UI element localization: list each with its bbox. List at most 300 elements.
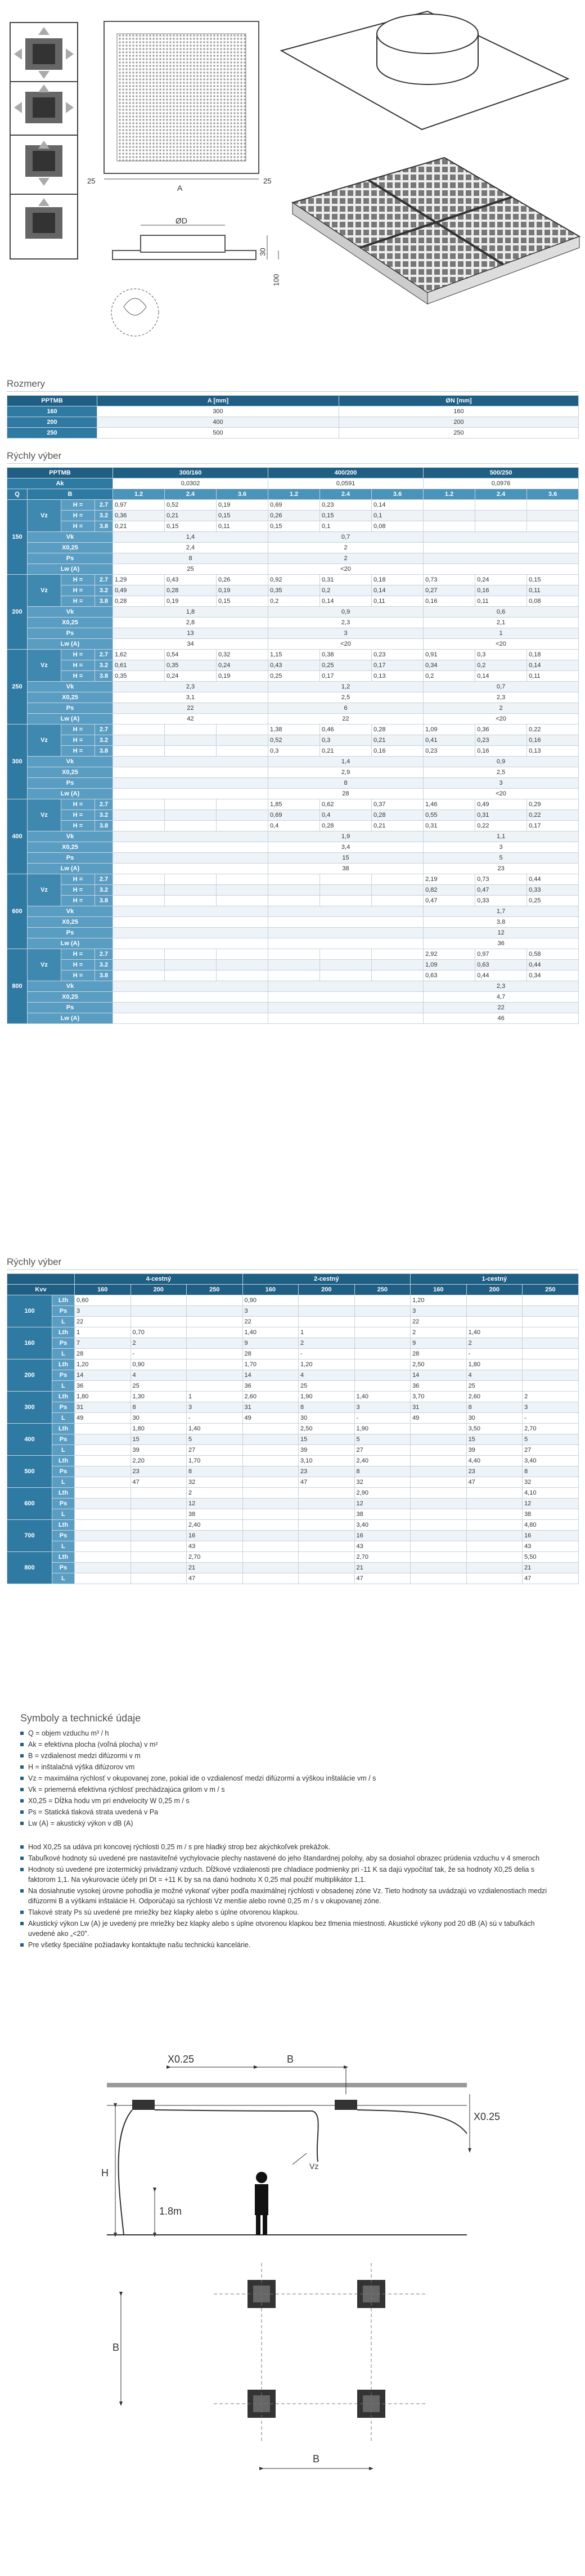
table-cell: [75, 1520, 131, 1531]
table-cell: 16: [354, 1531, 411, 1541]
table-cell: [523, 1327, 579, 1338]
ak-value: 0,0591: [268, 478, 424, 489]
table-cell: 1,1: [424, 831, 579, 842]
table-cell: 2: [130, 1338, 187, 1349]
table-cell: 3,40: [523, 1456, 579, 1466]
dimensions-table: [7, 395, 579, 439]
corner: [7, 1274, 75, 1285]
table-cell: 250: [339, 428, 579, 439]
table-cell: 23: [130, 1466, 187, 1477]
table-cell: 2: [268, 543, 424, 553]
row-label: Ps: [52, 1402, 75, 1413]
table-row: [7, 1413, 579, 1424]
table-cell: 2,70: [187, 1552, 243, 1563]
table-cell: 1,40: [242, 1327, 299, 1338]
table-row: [7, 1477, 579, 1488]
product-drawing-svg: [0, 0, 585, 372]
h-value: 3.8: [95, 596, 113, 607]
b-value: 2.4: [320, 489, 372, 500]
table-cell: 0,91: [424, 650, 475, 660]
stat-label: X0,25: [28, 842, 113, 853]
table-cell: [466, 1306, 523, 1317]
stat-row: [7, 703, 579, 714]
row-label: Ps: [52, 1466, 75, 1477]
table-cell: 2: [466, 1338, 523, 1349]
table-cell: 2: [523, 1392, 579, 1402]
table-cell: [411, 1424, 467, 1434]
table-cell: 1,09: [424, 960, 475, 971]
table-cell: [523, 1381, 579, 1392]
table-row: [7, 1573, 579, 1584]
table-cell: [523, 1317, 579, 1327]
table-cell: 0,19: [165, 596, 217, 607]
table-cell: 36: [411, 1381, 467, 1392]
table-cell: [130, 1520, 187, 1531]
symbol-item: B = vzdialenost medzi difúzormi v m: [20, 1751, 560, 1761]
table-cell: 1,38: [268, 724, 320, 735]
q-cell: 200: [7, 1359, 52, 1392]
table-cell: 4,40: [466, 1456, 523, 1466]
h-value: 2.7: [95, 949, 113, 960]
table-cell: 3,1: [113, 692, 268, 703]
table-cell: [523, 1338, 579, 1349]
table-cell: [242, 1499, 299, 1509]
table-cell: 1,8: [113, 607, 268, 618]
row-label: Lth: [52, 1424, 75, 1434]
h-label: H =: [61, 810, 95, 821]
table-cell: 1,15: [268, 650, 320, 660]
table-cell: 12: [523, 1499, 579, 1509]
h-value: 2.7: [95, 575, 113, 585]
diagram-b-top: B: [287, 2054, 294, 2065]
table-cell: 3,70: [411, 1392, 467, 1402]
quick-select-table-1: [7, 467, 579, 1024]
h-value: 2.7: [95, 799, 113, 810]
table-cell: [165, 971, 217, 981]
stat-label: Vk: [28, 831, 113, 842]
table-row: [7, 1466, 579, 1477]
table-cell: 0,90: [130, 1359, 187, 1370]
table-cell: 0,36: [475, 724, 527, 735]
note-item: Hodnoty sú uvedené pre izotermický privádzaný vzduch. Dĺžkové vzdialenosti pre chladiace podmienky pri -11 K sa dajú vypočítať tak, že sa hodnoty X0,25 delia s faktorom 1,1. Na vykurovacie účely pri Dt = +11 K by sa na danú hodnotu X 0,25 mal použiť multiplikátor 1,1.: [20, 1864, 560, 1885]
table-cell: [130, 1573, 187, 1584]
table-cell: 42: [113, 714, 268, 724]
table-cell: [527, 500, 579, 511]
group-header: 300/160: [113, 468, 268, 478]
table-cell: [475, 500, 527, 511]
vz-row: [7, 724, 579, 735]
dim-25-right: 25: [263, 177, 272, 185]
table-cell: 0,52: [268, 735, 320, 746]
table-cell: 47: [523, 1573, 579, 1584]
group-header: 500/250: [424, 468, 579, 478]
size-header: 200: [299, 1285, 355, 1295]
table-cell: 0,21: [372, 821, 424, 831]
table-cell: [466, 1520, 523, 1531]
row-label: Lth: [52, 1392, 75, 1402]
table-cell: 2,3: [424, 981, 579, 992]
h-label: H =: [61, 874, 95, 885]
h-label: H =: [61, 575, 95, 585]
table-cell: [320, 971, 372, 981]
table-cell: -: [187, 1413, 243, 1424]
table-cell: 15: [299, 1434, 355, 1445]
symbol-item: Ps = Statická tlaková strata uvedená v Pa: [20, 1807, 560, 1817]
stat-row: [7, 767, 579, 778]
table-cell: 32: [523, 1477, 579, 1488]
row-label: Ps: [52, 1531, 75, 1541]
row-label: L: [52, 1349, 75, 1359]
table-cell: 0,14: [527, 660, 579, 671]
table-cell: 8: [299, 1402, 355, 1413]
divider: [7, 391, 578, 392]
table-cell: 0,15: [217, 511, 268, 521]
table-cell: 1,4: [113, 532, 268, 543]
table-cell: 12: [187, 1499, 243, 1509]
table-cell: 1,30: [130, 1392, 187, 1402]
table-row: [7, 1349, 579, 1359]
table-cell: 0,08: [527, 596, 579, 607]
stat-row: [7, 992, 579, 1003]
stat-label: X0,25: [28, 917, 113, 928]
table-cell: [242, 1552, 299, 1563]
table-cell: 0,16: [424, 596, 475, 607]
q-header: Q: [7, 489, 28, 500]
table-cell: [75, 1445, 131, 1456]
h-value: 3.8: [95, 671, 113, 682]
table-cell: [113, 928, 268, 938]
table-cell: 0,52: [165, 500, 217, 511]
vz-cell: Vz: [28, 874, 61, 906]
table-cell: [75, 1477, 131, 1488]
table-cell: [242, 1509, 299, 1520]
row-label: Lth: [52, 1295, 75, 1306]
table-cell: 2,60: [466, 1392, 523, 1402]
table-cell: [372, 874, 424, 885]
stat-row: [7, 532, 579, 543]
vz-row: [7, 596, 579, 607]
table-cell: [113, 864, 268, 874]
table-cell: [217, 960, 268, 971]
vz-row: [7, 896, 579, 906]
table-cell: [466, 1563, 523, 1573]
table-cell: 30: [299, 1413, 355, 1424]
row-label: Lth: [52, 1327, 75, 1338]
table-cell: 2,70: [523, 1424, 579, 1434]
b-value: 1.2: [113, 489, 165, 500]
table-cell: 3,40: [354, 1520, 411, 1531]
ak-header: Ak: [7, 478, 113, 489]
table-cell: 0,43: [165, 575, 217, 585]
table-cell: 1,2: [268, 682, 424, 692]
note-item: Na dosiahnutie vysokej úrovne pohodlia je možné vykonať výber podľa maximálnej rýchlosti v obsadenej zóne Vz. Tieto hodnoty sa uvádzajú vo vzdialenostiach medzi difúzormi B a výškami inštalácie H. Odporúčajú sa rýchlosti Vz menšie alebo rovné 0,25 m / s v okupovanej zóne.: [20, 1886, 560, 1906]
table-cell: 2: [187, 1488, 243, 1499]
row-label: Lth: [52, 1520, 75, 1531]
table-cell: 15: [268, 853, 424, 864]
table-cell: [475, 511, 527, 521]
table-cell: 25: [299, 1381, 355, 1392]
table-cell: 1,80: [130, 1424, 187, 1434]
dim-25-left: 25: [87, 177, 96, 185]
table-cell: 8: [354, 1466, 411, 1477]
row-label: L: [52, 1317, 75, 1327]
table-cell: [354, 1381, 411, 1392]
table-cell: 21: [187, 1563, 243, 1573]
q-cell: 500: [7, 1456, 52, 1488]
table-cell: [268, 992, 424, 1003]
table-cell: 0,23: [372, 650, 424, 660]
table-cell: 43: [523, 1541, 579, 1552]
column-header: PPTMB: [7, 468, 113, 478]
table-cell: 2: [424, 703, 579, 714]
table-cell: 0,24: [475, 575, 527, 585]
stat-label: X0,25: [28, 992, 113, 1003]
table-cell: [165, 874, 217, 885]
table-cell: [187, 1327, 243, 1338]
table-cell: 0,69: [268, 810, 320, 821]
size-header: 250: [354, 1285, 411, 1295]
table-cell: 0,3: [268, 746, 320, 757]
table-row: [7, 1424, 579, 1434]
table-cell: 2,20: [130, 1456, 187, 1466]
table-cell: [165, 735, 217, 746]
table-cell: 0,4: [320, 810, 372, 821]
table-row: [7, 1370, 579, 1381]
table-cell: 25: [466, 1381, 523, 1392]
table-cell: [242, 1434, 299, 1445]
product-drawings: [0, 0, 585, 372]
table-cell: [187, 1370, 243, 1381]
stat-label: Ps: [28, 853, 113, 864]
table-cell: 1,20: [75, 1359, 131, 1370]
stat-label: Ps: [28, 928, 113, 938]
table-cell: [523, 1349, 579, 1359]
table-cell: <20: [268, 564, 424, 575]
table-cell: 36: [75, 1381, 131, 1392]
table-cell: [320, 896, 372, 906]
table-cell: 2,4: [113, 543, 268, 553]
stat-label: Ps: [28, 1003, 113, 1013]
table-cell: [113, 992, 268, 1003]
table-cell: 22: [113, 703, 268, 714]
table-cell: 0,14: [372, 585, 424, 596]
table-cell: 47: [466, 1477, 523, 1488]
table-cell: 49: [411, 1413, 467, 1424]
table-cell: [411, 1520, 467, 1531]
table-cell: 27: [187, 1445, 243, 1456]
table-cell: [217, 735, 268, 746]
table-cell: 0,58: [527, 949, 579, 960]
q-cell: 250: [7, 650, 28, 724]
table-cell: <20: [268, 639, 424, 650]
table-cell: [187, 1359, 243, 1370]
table-cell: [523, 1359, 579, 1370]
table-cell: 0,97: [475, 949, 527, 960]
table-cell: 0,25: [320, 660, 372, 671]
table-cell: 39: [466, 1445, 523, 1456]
table-row: [7, 428, 579, 439]
table-cell: 0,08: [372, 521, 424, 532]
table-cell: [320, 885, 372, 896]
table-cell: 2,90: [354, 1488, 411, 1499]
vz-row: [7, 650, 579, 660]
table-cell: [165, 885, 217, 896]
table-cell: [372, 971, 424, 981]
table-cell: 12: [354, 1499, 411, 1509]
table-cell: 3: [268, 628, 424, 639]
table-cell: 0,17: [372, 660, 424, 671]
table-cell: [320, 949, 372, 960]
h-label: H =: [61, 724, 95, 735]
stat-row: [7, 757, 579, 767]
table-cell: [242, 1573, 299, 1584]
stat-row: [7, 917, 579, 928]
table-cell: [217, 949, 268, 960]
table-row: [7, 1488, 579, 1499]
table-cell: 15: [466, 1434, 523, 1445]
table-cell: [354, 1338, 411, 1349]
table-cell: [75, 1509, 131, 1520]
table-cell: 1,09: [424, 724, 475, 735]
table-cell: [187, 1306, 243, 1317]
table-cell: 25: [130, 1381, 187, 1392]
h-label: H =: [61, 885, 95, 896]
h-value: 2.7: [95, 724, 113, 735]
table-cell: [466, 1531, 523, 1541]
table-cell: 0,2: [475, 660, 527, 671]
table-cell: [217, 885, 268, 896]
symbol-item: H = inštalačná výška difúzorov vm: [20, 1762, 560, 1772]
table-cell: 0,28: [165, 585, 217, 596]
table-cell: [320, 874, 372, 885]
row-label: L: [52, 1541, 75, 1552]
table-row: [7, 1392, 579, 1402]
table-cell: [75, 1456, 131, 1466]
table-cell: [242, 1456, 299, 1466]
row-label: Lth: [52, 1456, 75, 1466]
table-cell: [411, 1466, 467, 1477]
table-cell: [217, 746, 268, 757]
table-cell: 2,50: [299, 1424, 355, 1434]
table-cell: 0,28: [372, 724, 424, 735]
vz-row: [7, 511, 579, 521]
table-cell: 0,31: [475, 810, 527, 821]
table-cell: 8: [130, 1402, 187, 1413]
table-cell: [523, 1370, 579, 1381]
table-cell: 7: [75, 1338, 131, 1349]
table-cell: 9: [242, 1338, 299, 1349]
note-item: Tlakové straty Ps sú uvedené pre mriežky bez klapky alebo s úplne otvorenou klapkou.: [20, 1907, 560, 1917]
table-cell: [372, 896, 424, 906]
table-cell: [242, 1563, 299, 1573]
row-label: L: [52, 1573, 75, 1584]
table-cell: <20: [424, 789, 579, 799]
stat-label: Vk: [28, 607, 113, 618]
stat-row: [7, 714, 579, 724]
b-value: 1.2: [268, 489, 320, 500]
table-cell: 8: [268, 778, 424, 789]
table-cell: 1,80: [466, 1359, 523, 1370]
table-cell: 0,11: [475, 596, 527, 607]
table-cell: [113, 778, 268, 789]
table-cell: [113, 896, 165, 906]
q-cell: 100: [7, 1295, 52, 1327]
table-cell: [242, 1445, 299, 1456]
vz-row: [7, 671, 579, 682]
table-cell: 16: [523, 1531, 579, 1541]
table-cell: 0,25: [268, 671, 320, 682]
table-row: [7, 1499, 579, 1509]
table-cell: [242, 1488, 299, 1499]
header-row: [7, 468, 579, 478]
table-cell: 0,25: [527, 896, 579, 906]
table-cell: 160: [339, 406, 579, 417]
table-cell: 25: [113, 564, 268, 575]
table-cell: [113, 831, 268, 842]
table-cell: [75, 1499, 131, 1509]
vz-row: [7, 810, 579, 821]
table-cell: [165, 949, 217, 960]
row-label: Ps: [52, 1499, 75, 1509]
row-label: Lth: [52, 1359, 75, 1370]
h-value: 3.8: [95, 896, 113, 906]
table-cell: 0,1: [320, 521, 372, 532]
stat-label: Lw (A): [28, 938, 113, 949]
table-cell: [527, 511, 579, 521]
stat-label: Vk: [28, 906, 113, 917]
table-cell: 0,34: [424, 660, 475, 671]
table-cell: [523, 1295, 579, 1306]
table-cell: [466, 1573, 523, 1584]
table-cell: 30: [466, 1413, 523, 1424]
table-cell: 31: [411, 1402, 467, 1413]
table-cell: [75, 1424, 131, 1434]
table-cell: 0,44: [527, 874, 579, 885]
stat-label: Vk: [28, 682, 113, 692]
table-cell: [424, 521, 475, 532]
row-label: Ps: [52, 1306, 75, 1317]
table-cell: 1: [424, 628, 579, 639]
table-cell: 0,19: [217, 585, 268, 596]
h-label: H =: [61, 896, 95, 906]
symbol-item: Vk = priemerná efektívna rýchlosť prechádzajúca grilom v m / s: [20, 1785, 560, 1795]
table-cell: [217, 821, 268, 831]
table-cell: 15: [130, 1434, 187, 1445]
table-cell: [411, 1434, 467, 1445]
h-label: H =: [61, 821, 95, 831]
table-cell: 0,60: [75, 1295, 131, 1306]
isometric-view: [281, 11, 579, 304]
stat-row: [7, 628, 579, 639]
dim-d-label: ØD: [176, 216, 187, 225]
table-cell: 1,70: [187, 1456, 243, 1466]
table-cell: [354, 1370, 411, 1381]
table-cell: 0,3: [320, 735, 372, 746]
table-cell: 14: [411, 1370, 467, 1381]
vz-row: [7, 660, 579, 671]
table-cell: 8: [187, 1466, 243, 1477]
table-cell: 1,7: [424, 906, 579, 917]
table-cell: [75, 1552, 131, 1563]
table-cell: 2,1: [424, 618, 579, 628]
table-cell: 0,14: [372, 500, 424, 511]
h-label: H =: [61, 585, 95, 596]
table-cell: [268, 928, 424, 938]
table-cell: 0,38: [320, 650, 372, 660]
stat-row: [7, 564, 579, 575]
table-cell: 1,40: [187, 1424, 243, 1434]
quick-select-table-2: [7, 1273, 579, 1584]
